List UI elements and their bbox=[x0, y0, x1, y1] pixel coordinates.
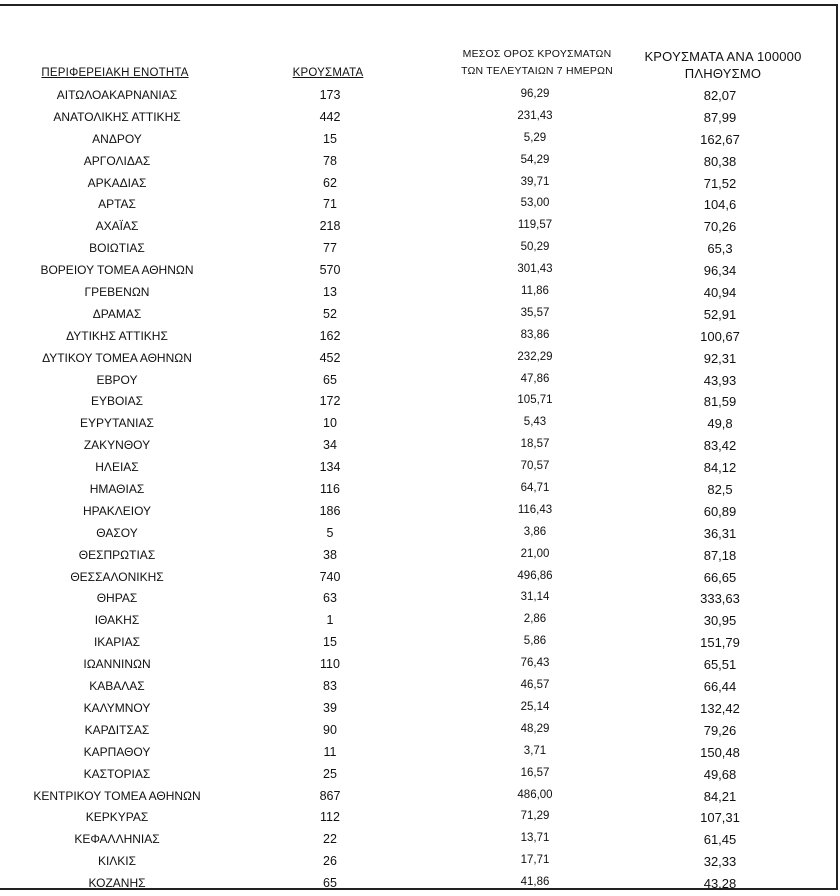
cell-seven-day-average: 48,29 bbox=[520, 722, 550, 735]
cell-cases: 52 bbox=[323, 306, 337, 321]
cell-region: ΔΥΤΙΚΗΣ ΑΤΤΙΚΗΣ bbox=[66, 328, 168, 343]
table-row bbox=[0, 677, 838, 699]
table-row bbox=[0, 830, 838, 852]
cell-seven-day-average: 301,43 bbox=[517, 263, 553, 276]
cell-seven-day-average: 46,57 bbox=[520, 679, 550, 692]
cell-cases-per-100k: 43,28 bbox=[703, 876, 737, 892]
cell-cases-per-100k: 30,95 bbox=[703, 613, 737, 629]
cell-cases: 15 bbox=[323, 131, 337, 146]
cell-cases-per-100k: 87,18 bbox=[703, 547, 737, 563]
cell-cases-per-100k: 71,52 bbox=[703, 175, 737, 191]
cell-cases-per-100k: 100,67 bbox=[700, 328, 740, 344]
cell-seven-day-average: 31,14 bbox=[520, 591, 550, 604]
header-per-line1: ΚΡΟΥΣΜΑΤΑ ΑΝΑ 100000 bbox=[644, 49, 802, 64]
cell-cases-per-100k: 80,38 bbox=[703, 153, 737, 169]
cell-cases-per-100k: 107,31 bbox=[700, 810, 740, 826]
table-row bbox=[0, 436, 838, 458]
cell-seven-day-average: 2,86 bbox=[523, 613, 547, 626]
cell-region: ΘΗΡΑΣ bbox=[96, 591, 138, 606]
cell-cases-per-100k: 104,6 bbox=[703, 197, 737, 213]
table-row bbox=[0, 765, 838, 787]
cell-cases-per-100k: 66,65 bbox=[703, 569, 737, 585]
cell-cases-per-100k: 82,07 bbox=[703, 88, 737, 103]
cell-seven-day-average: 16,57 bbox=[520, 766, 550, 779]
cell-cases-per-100k: 65,51 bbox=[703, 657, 737, 673]
cell-region: ΘΕΣΠΡΩΤΙΑΣ bbox=[78, 547, 156, 562]
cell-seven-day-average: 50,29 bbox=[520, 241, 550, 254]
cell-cases-per-100k: 87,99 bbox=[703, 109, 737, 125]
table-row bbox=[0, 108, 838, 130]
cell-seven-day-average: 13,71 bbox=[520, 832, 550, 845]
cell-cases: 78 bbox=[323, 153, 337, 168]
cell-region: ΗΛΕΙΑΣ bbox=[95, 460, 139, 475]
cell-seven-day-average: 231,43 bbox=[517, 109, 553, 122]
cell-region: ΓΡΕΒΕΝΩΝ bbox=[84, 285, 150, 300]
cell-seven-day-average: 18,57 bbox=[520, 438, 550, 451]
cell-cases: 570 bbox=[319, 263, 341, 278]
cell-seven-day-average: 11,86 bbox=[521, 285, 549, 298]
cell-cases: 186 bbox=[319, 503, 341, 518]
cell-seven-day-average: 105,71 bbox=[517, 394, 553, 407]
cell-region: ΚΑΡΠΑΘΟΥ bbox=[83, 744, 151, 759]
cell-seven-day-average: 486,00 bbox=[517, 788, 553, 801]
cell-cases-per-100k: 151,79 bbox=[700, 635, 740, 651]
cell-cases: 10 bbox=[323, 416, 337, 431]
header-seven-day-average bbox=[428, 46, 646, 80]
table-row bbox=[0, 392, 838, 414]
cell-cases-per-100k: 49,8 bbox=[707, 416, 733, 432]
cell-region: ΙΩΑΝΝΙΝΩΝ bbox=[83, 657, 151, 672]
cell-cases: 34 bbox=[323, 438, 337, 453]
cell-seven-day-average: 64,71 bbox=[520, 482, 550, 495]
cell-cases-per-100k: 83,42 bbox=[703, 438, 737, 454]
header-avg-line1: ΜΕΣΟΣ ΟΡΟΣ ΚΡΟΥΣΜΑΤΩΝ bbox=[462, 48, 612, 60]
cell-seven-day-average: 21,00 bbox=[520, 547, 550, 560]
table-row bbox=[0, 458, 838, 480]
cell-seven-day-average: 96,29 bbox=[520, 88, 550, 100]
cell-cases: 62 bbox=[323, 175, 337, 190]
table-row bbox=[0, 130, 838, 152]
cell-region: ΗΜΑΘΙΑΣ bbox=[89, 482, 145, 497]
cell-seven-day-average: 83,86 bbox=[520, 328, 550, 341]
table-row bbox=[0, 414, 838, 436]
cell-seven-day-average: 54,29 bbox=[520, 153, 550, 166]
cell-cases-per-100k: 92,31 bbox=[703, 350, 737, 366]
cell-region: ΑΧΑΪΑΣ bbox=[95, 219, 139, 234]
cell-region: ΒΟΡΕΙΟΥ ΤΟΜΕΑ ΑΘΗΝΩΝ bbox=[40, 263, 194, 278]
cell-cases: 218 bbox=[319, 219, 341, 234]
cell-cases-per-100k: 333,63 bbox=[700, 591, 740, 607]
header-cases-per-100k bbox=[628, 48, 818, 82]
cell-cases-per-100k: 84,12 bbox=[703, 460, 737, 476]
cell-cases: 452 bbox=[319, 350, 341, 365]
cell-cases: 5 bbox=[326, 525, 334, 540]
cell-region: ΚΑΡΔΙΤΣΑΣ bbox=[84, 722, 150, 737]
cell-region: ΘΑΣΟΥ bbox=[96, 525, 138, 540]
table-row bbox=[0, 349, 838, 371]
cell-seven-day-average: 39,71 bbox=[520, 175, 550, 188]
cell-cases-per-100k: 66,44 bbox=[703, 679, 737, 695]
table-row bbox=[0, 633, 838, 655]
cell-seven-day-average: 25,14 bbox=[520, 700, 550, 713]
cell-region: ΘΕΣΣΑΛΟΝΙΚΗΣ bbox=[70, 569, 164, 584]
cell-region: ΚΕΡΚΥΡΑΣ bbox=[85, 810, 149, 825]
cell-cases-per-100k: 40,94 bbox=[703, 285, 737, 301]
table-row bbox=[0, 546, 838, 568]
cell-cases-per-100k: 65,3 bbox=[707, 241, 733, 257]
table-row bbox=[0, 217, 838, 239]
table-row bbox=[0, 261, 838, 283]
cell-cases-per-100k: 79,26 bbox=[703, 722, 737, 738]
table-header bbox=[0, 40, 838, 86]
cell-cases-per-100k: 52,91 bbox=[703, 306, 737, 322]
cell-cases: 162 bbox=[319, 328, 341, 343]
cell-cases-per-100k: 82,5 bbox=[707, 482, 733, 498]
cell-seven-day-average: 70,57 bbox=[520, 460, 550, 473]
table-row bbox=[0, 283, 838, 305]
cell-cases: 11 bbox=[323, 744, 337, 759]
cell-cases: 13 bbox=[323, 285, 337, 300]
cell-cases: 26 bbox=[323, 854, 337, 869]
header-region: ΠΕΡΙΦΕΡΕΙΑΚΗ ΕΝΟΤΗΤΑ bbox=[41, 67, 189, 79]
cell-region: ΑΡΤΑΣ bbox=[98, 197, 136, 212]
cell-cases: 63 bbox=[323, 591, 337, 606]
cell-cases: 39 bbox=[323, 700, 337, 715]
table-row bbox=[0, 808, 838, 830]
cell-cases: 112 bbox=[320, 810, 340, 825]
cell-cases: 65 bbox=[323, 372, 337, 387]
table-row bbox=[0, 327, 838, 349]
cell-seven-day-average: 5,43 bbox=[523, 416, 547, 429]
header-cases: ΚΡΟΥΣΜΑΤΑ bbox=[292, 67, 364, 79]
cell-cases-per-100k: 60,89 bbox=[703, 503, 737, 519]
cell-region: ΚΟΖΑΝΗΣ bbox=[88, 876, 146, 891]
table-row bbox=[0, 152, 838, 174]
table-row bbox=[0, 502, 838, 524]
cell-cases-per-100k: 150,48 bbox=[700, 744, 740, 760]
cell-seven-day-average: 5,29 bbox=[523, 131, 547, 144]
cell-seven-day-average: 232,29 bbox=[517, 350, 553, 363]
table-row bbox=[0, 743, 838, 765]
table-row bbox=[0, 611, 838, 633]
table-row bbox=[0, 568, 838, 590]
cell-cases: 71 bbox=[323, 197, 337, 212]
cell-region: ΚΑΒΑΛΑΣ bbox=[89, 679, 145, 694]
table-row bbox=[0, 787, 838, 809]
table-row bbox=[0, 195, 838, 217]
cell-cases: 110 bbox=[320, 657, 340, 672]
table-row bbox=[0, 524, 838, 546]
cell-cases: 25 bbox=[323, 766, 337, 781]
cell-region: ΙΘΑΚΗΣ bbox=[94, 613, 140, 628]
cell-cases-per-100k: 162,67 bbox=[700, 131, 740, 147]
cell-region: ΚΕΦΑΛΛΗΝΙΑΣ bbox=[74, 832, 160, 847]
cell-region: ΑΙΤΩΛΟΑΚΑΡΝΑΝΙΑΣ bbox=[56, 88, 178, 102]
table-row bbox=[0, 699, 838, 721]
cell-seven-day-average: 496,86 bbox=[517, 569, 553, 582]
cell-region: ΔΡΑΜΑΣ bbox=[92, 306, 142, 321]
table-row bbox=[0, 655, 838, 677]
cell-seven-day-average: 119,57 bbox=[517, 219, 553, 232]
cell-cases-per-100k: 84,21 bbox=[703, 788, 737, 804]
cell-region: ΖΑΚΥΝΘΟΥ bbox=[83, 438, 151, 453]
cell-region: ΕΥΒΟΙΑΣ bbox=[90, 394, 144, 409]
cell-cases-per-100k: 61,45 bbox=[703, 832, 737, 848]
cell-cases-per-100k: 36,31 bbox=[703, 525, 737, 541]
table-row bbox=[0, 721, 838, 743]
table-row bbox=[0, 874, 838, 896]
table-row bbox=[0, 480, 838, 502]
table-row bbox=[0, 371, 838, 393]
cell-cases: 740 bbox=[319, 569, 341, 584]
cell-region: ΑΝΔΡΟΥ bbox=[92, 131, 142, 146]
table-row bbox=[0, 239, 838, 261]
cell-seven-day-average: 3,86 bbox=[523, 525, 547, 538]
cell-cases: 83 bbox=[323, 679, 337, 694]
cell-cases-per-100k: 43,93 bbox=[703, 372, 737, 388]
cell-region: ΙΚΑΡΙΑΣ bbox=[93, 635, 141, 650]
table-row bbox=[0, 174, 838, 196]
cell-seven-day-average: 35,57 bbox=[520, 306, 550, 319]
header-per-line2: ΠΛΗΘΥΣΜΟ bbox=[684, 66, 762, 81]
cell-cases: 65 bbox=[323, 876, 337, 891]
cell-region: ΚΑΣΤΟΡΙΑΣ bbox=[83, 766, 151, 781]
cell-cases: 173 bbox=[319, 88, 341, 102]
cell-cases: 15 bbox=[323, 635, 337, 650]
cell-seven-day-average: 3,71 bbox=[523, 744, 547, 757]
table-row bbox=[0, 305, 838, 327]
cell-seven-day-average: 5,86 bbox=[523, 635, 547, 648]
cell-seven-day-average: 71,29 bbox=[520, 810, 550, 823]
cell-cases: 1 bbox=[326, 613, 334, 628]
cell-cases: 38 bbox=[323, 547, 337, 562]
cell-region: ΑΡΚΑΔΙΑΣ bbox=[87, 175, 147, 190]
cell-cases: 116 bbox=[320, 482, 340, 497]
cell-region: ΕΒΡΟΥ bbox=[96, 372, 138, 387]
cell-cases-per-100k: 132,42 bbox=[700, 700, 740, 716]
cell-seven-day-average: 17,71 bbox=[520, 854, 550, 867]
cell-region: ΗΡΑΚΛΕΙΟΥ bbox=[82, 503, 152, 518]
cell-region: ΚΙΛΚΙΣ bbox=[97, 854, 137, 869]
header-avg-line2: ΤΩΝ ΤΕΛΕΥΤΑΙΩΝ 7 ΗΜΕΡΩΝ bbox=[461, 65, 613, 77]
cell-region: ΚΑΛΥΜΝΟΥ bbox=[83, 700, 151, 715]
table-row bbox=[0, 86, 838, 108]
table-row bbox=[0, 589, 838, 611]
cell-cases-per-100k: 96,34 bbox=[703, 263, 737, 279]
cell-region: ΚΕΝΤΡΙΚΟΥ ΤΟΜΕΑ ΑΘΗΝΩΝ bbox=[33, 788, 201, 803]
cell-seven-day-average: 116,43 bbox=[517, 503, 553, 516]
cell-region: ΒΟΙΩΤΙΑΣ bbox=[89, 241, 145, 256]
cell-cases: 22 bbox=[323, 832, 337, 847]
cell-cases: 90 bbox=[323, 722, 337, 737]
cell-cases-per-100k: 32,33 bbox=[703, 854, 737, 870]
cell-cases-per-100k: 49,68 bbox=[703, 766, 737, 782]
cell-seven-day-average: 41,86 bbox=[520, 876, 550, 889]
cell-seven-day-average: 47,86 bbox=[520, 372, 550, 385]
cell-seven-day-average: 53,00 bbox=[520, 197, 550, 210]
cell-region: ΔΥΤΙΚΟΥ ΤΟΜΕΑ ΑΘΗΝΩΝ bbox=[42, 350, 192, 365]
cell-cases: 867 bbox=[319, 788, 341, 803]
cell-cases: 134 bbox=[319, 460, 341, 475]
table-row bbox=[0, 852, 838, 874]
cell-seven-day-average: 76,43 bbox=[520, 657, 550, 670]
cell-region: ΕΥΡΥΤΑΝΙΑΣ bbox=[80, 416, 154, 431]
cell-cases-per-100k: 70,26 bbox=[703, 219, 737, 235]
cell-region: ΑΡΓΟΛΙΔΑΣ bbox=[83, 153, 151, 168]
cell-cases: 172 bbox=[319, 394, 341, 409]
table-body bbox=[0, 86, 838, 896]
cell-cases: 442 bbox=[319, 109, 341, 124]
cell-cases-per-100k: 81,59 bbox=[703, 394, 737, 410]
cell-region: ΑΝΑΤΟΛΙΚΗΣ ΑΤΤΙΚΗΣ bbox=[53, 109, 181, 124]
cell-cases: 77 bbox=[323, 241, 337, 256]
